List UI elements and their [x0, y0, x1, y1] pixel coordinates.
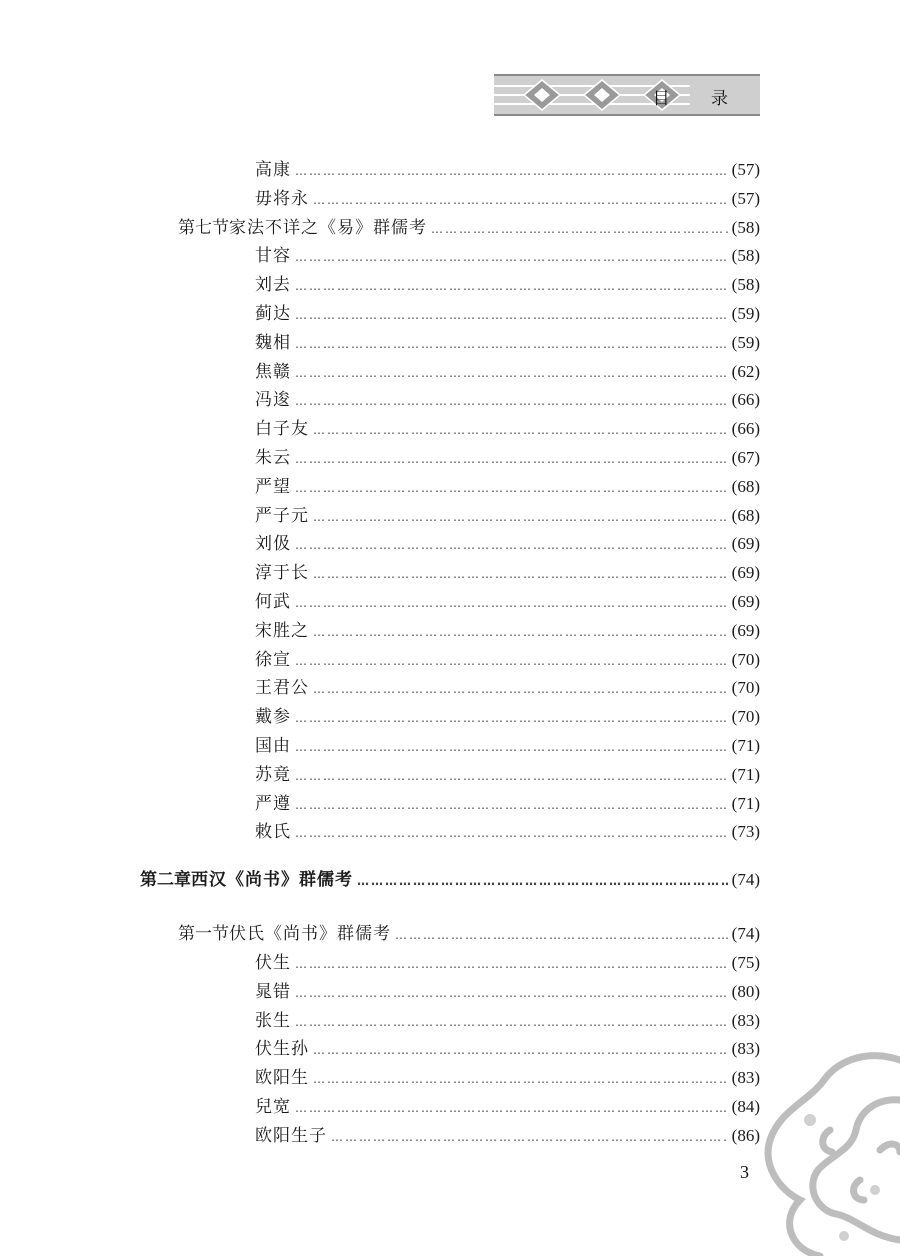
toc-page-ref: (71): [731, 793, 760, 813]
toc-page-ref: (57): [731, 160, 760, 179]
toc-page-ref: (69): [731, 563, 760, 583]
toc-entry[interactable]: [255, 158, 760, 182]
dot-leader: [295, 476, 728, 500]
toc-label: 伏氏《尚书》群儒考: [229, 924, 391, 945]
toc-label: 甘容: [255, 246, 291, 267]
dot-leader: [357, 869, 728, 893]
toc-label: 刘去: [255, 275, 291, 296]
dot-leader: [295, 447, 728, 471]
toc-label: 焦赣: [255, 361, 291, 382]
toc-section[interactable]: [178, 216, 760, 240]
toc-page-ref: (80): [731, 981, 760, 1001]
toc-label: 何武: [255, 592, 291, 612]
toc-page-ref: (83): [731, 1068, 760, 1088]
dot-leader: [295, 533, 728, 557]
toc-entry[interactable]: [255, 734, 760, 758]
toc-page-ref: (69): [731, 620, 760, 640]
dot-leader: [295, 649, 728, 673]
toc-entry[interactable]: [255, 763, 760, 787]
toc-entry[interactable]: [255, 561, 760, 585]
toc-page-ref: (58): [731, 217, 760, 237]
toc-label: 朱云: [255, 448, 291, 468]
toc-page-ref: (69): [731, 534, 760, 554]
toc-page-ref: (69): [731, 592, 760, 611]
toc-page-ref: (66): [731, 390, 760, 410]
toc-entry[interactable]: [255, 417, 760, 441]
dot-leader: [331, 1125, 728, 1149]
toc-entry[interactable]: [255, 244, 760, 268]
dot-leader: [313, 1038, 728, 1062]
toc-label: 敇氏: [255, 822, 291, 843]
toc-label: 白子友: [255, 419, 309, 440]
toc-label: 欧阳生: [255, 1068, 309, 1089]
toc-entry[interactable]: [255, 446, 760, 470]
toc-page-ref: (73): [731, 822, 760, 842]
toc-page-ref: (58): [731, 246, 760, 266]
toc-label: 蓟达: [255, 304, 291, 324]
toc-section[interactable]: [178, 922, 760, 946]
toc-label: 国由: [255, 736, 291, 756]
toc-entry[interactable]: [255, 504, 760, 528]
toc-label: 西汉《尚书》群儒考: [191, 870, 353, 891]
toc-label: 高康: [255, 160, 291, 180]
dot-leader: [431, 217, 728, 241]
dot-leader: [295, 1010, 728, 1034]
dot-leader: [295, 361, 728, 385]
toc-page-ref: (75): [731, 953, 760, 972]
dot-leader: [313, 1067, 728, 1091]
dot-leader: [295, 245, 728, 269]
toc-page-ref: (68): [731, 505, 760, 525]
toc-page-ref: (84): [731, 1097, 760, 1116]
dot-leader: [313, 677, 728, 701]
toc-page-ref: (74): [731, 924, 760, 944]
toc-entry[interactable]: [255, 1009, 760, 1033]
dot-leader: [313, 505, 728, 529]
toc-entry[interactable]: [255, 1124, 760, 1148]
toc-label: 严望: [255, 476, 291, 497]
toc-entry[interactable]: [255, 360, 760, 384]
dot-leader: [295, 274, 728, 298]
toc-page-ref: (62): [731, 361, 760, 381]
toc-page-ref: (58): [731, 275, 760, 295]
toc-label: 伏生: [255, 953, 291, 973]
toc-page-ref: (83): [731, 1010, 760, 1030]
toc-label: 魏相: [255, 332, 291, 353]
toc-page-ref: (59): [731, 332, 760, 352]
page-number: 3: [740, 1162, 749, 1182]
toc-entry[interactable]: [255, 792, 760, 816]
toc-label: 徐宣: [255, 649, 291, 670]
toc-entry[interactable]: [255, 475, 760, 499]
toc-page-ref: (83): [731, 1039, 760, 1059]
dot-leader: [395, 923, 728, 947]
toc-page-ref: (68): [731, 476, 760, 496]
toc-chapter[interactable]: [140, 868, 760, 892]
toc-label: 欧阳生子: [255, 1125, 327, 1146]
dot-leader: [295, 706, 728, 730]
toc-page-ref: (59): [731, 304, 760, 323]
toc-number: 第二章: [140, 870, 191, 891]
dot-leader: [295, 821, 728, 845]
toc-entry[interactable]: [255, 1066, 760, 1090]
toc-page-ref: (86): [731, 1125, 760, 1145]
toc-label: 严子元: [255, 505, 309, 526]
toc-number: 第七节: [178, 217, 229, 238]
toc-entry[interactable]: [255, 273, 760, 297]
toc-label: 淳于长: [255, 563, 309, 584]
toc-entry[interactable]: [255, 532, 760, 556]
floral-ornament-icon: [760, 1040, 900, 1256]
dot-leader: [313, 418, 728, 442]
toc-entry[interactable]: [255, 951, 760, 975]
toc-entry[interactable]: [255, 619, 760, 643]
toc-page-ref: (70): [731, 678, 760, 698]
toc-label: 刘伋: [255, 534, 291, 555]
toc-page-ref: (67): [731, 448, 760, 467]
dot-leader: [295, 159, 728, 183]
toc-label: 冯逡: [255, 390, 291, 411]
toc-entry[interactable]: [255, 331, 760, 355]
toc-label: 王君公: [255, 678, 309, 699]
dot-leader: [313, 188, 728, 212]
toc-entry[interactable]: [255, 820, 760, 844]
toc-entry[interactable]: [255, 187, 760, 211]
toc-page-ref: (70): [731, 649, 760, 669]
toc-page-ref: (66): [731, 419, 760, 439]
toc-page-ref: (71): [731, 764, 760, 784]
header-title: 目 录: [652, 89, 746, 109]
toc-page-ref: (57): [731, 188, 760, 208]
toc-entry[interactable]: [255, 648, 760, 672]
toc-page-ref: (74): [731, 870, 760, 890]
dot-leader: [295, 793, 728, 817]
dot-leader: [295, 764, 728, 788]
dot-leader: [295, 389, 728, 413]
toc-page-ref: (70): [731, 707, 760, 727]
toc-label: 家法不详之《易》群儒考: [229, 217, 427, 238]
toc-entry[interactable]: [255, 1095, 760, 1119]
toc-entry[interactable]: [255, 705, 760, 729]
toc-label: 宋胜之: [255, 620, 309, 641]
toc-label: 伏生孙: [255, 1039, 309, 1060]
dot-leader: [295, 1096, 728, 1120]
toc-entry[interactable]: [255, 302, 760, 326]
toc-label: 张生: [255, 1010, 291, 1031]
dot-leader: [295, 952, 728, 976]
toc-entry[interactable]: [255, 676, 760, 700]
toc-entry[interactable]: [255, 1037, 760, 1061]
toc-label: 晁错: [255, 981, 291, 1002]
toc-entry[interactable]: [255, 388, 760, 412]
toc-label: 毋将永: [255, 188, 309, 209]
dot-leader: [295, 735, 728, 759]
toc-label: 戴参: [255, 707, 291, 728]
dot-leader: [313, 620, 728, 644]
toc-page-ref: (71): [731, 736, 760, 755]
toc-entry[interactable]: [255, 590, 760, 614]
dot-leader: [295, 332, 728, 356]
toc-number: 第一节: [178, 924, 229, 945]
toc-entry[interactable]: [255, 980, 760, 1004]
dot-leader: [295, 981, 728, 1005]
toc-label: 兒宽: [255, 1097, 291, 1117]
toc-label: 苏竟: [255, 764, 291, 785]
dot-leader: [313, 562, 728, 586]
dot-leader: [295, 303, 728, 327]
toc-label: 严遵: [255, 793, 291, 814]
dot-leader: [295, 591, 728, 615]
